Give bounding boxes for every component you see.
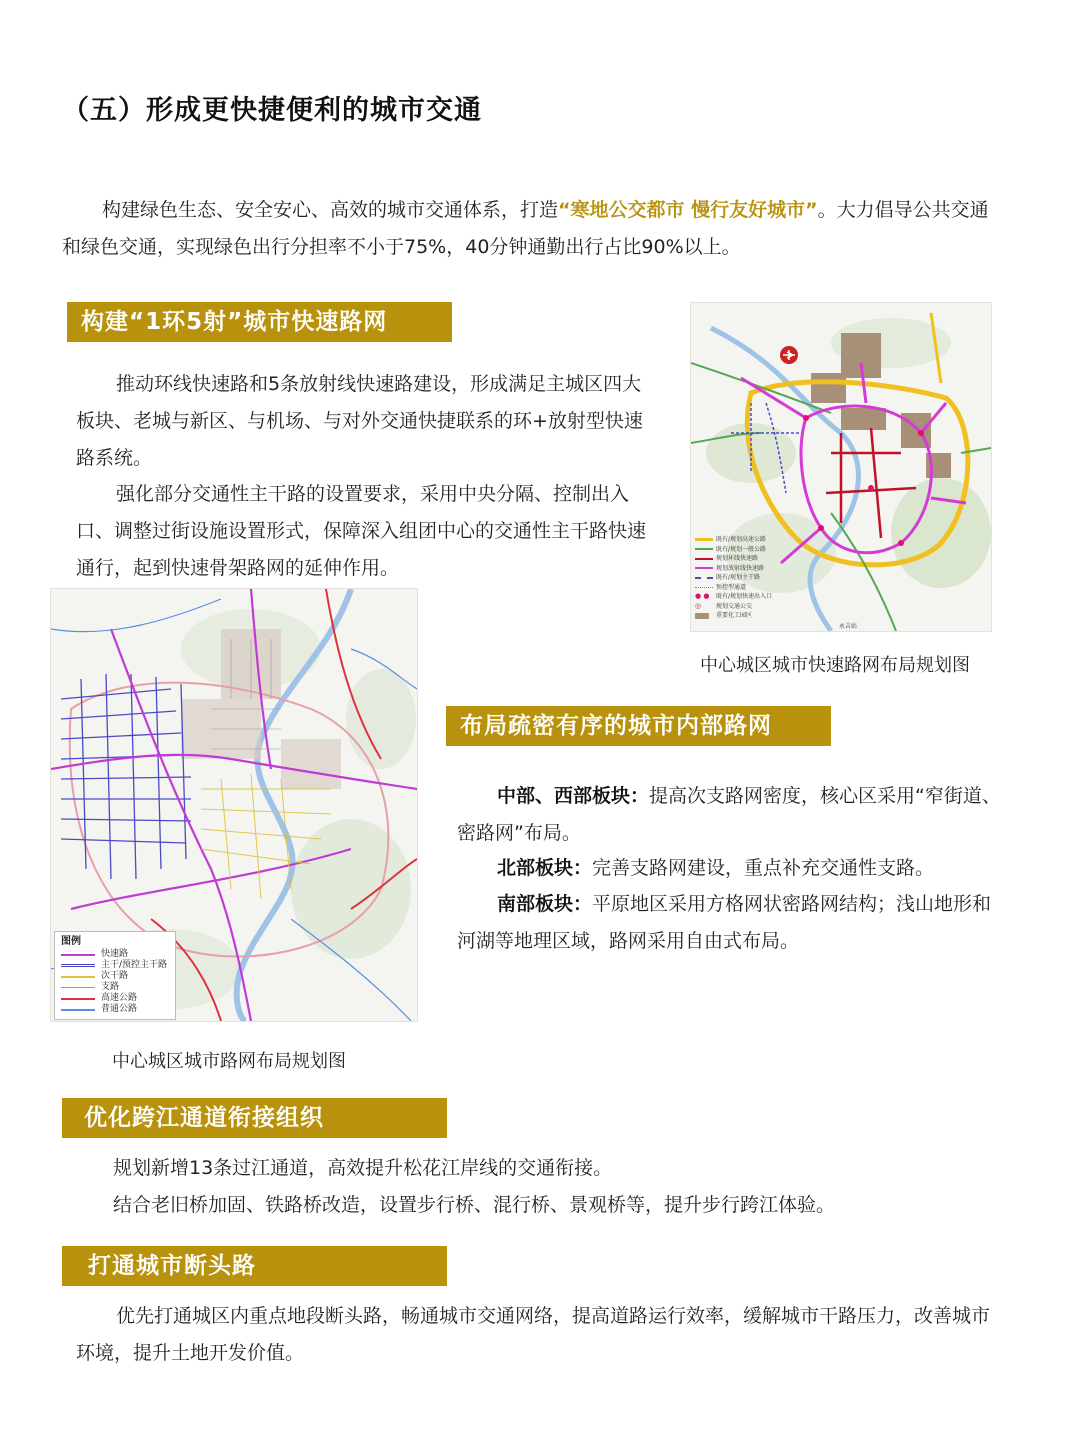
section3-paragraph-2: 结合老旧桥加固、铁路桥改造，设置步行桥、混行桥、景观桥等，提升步行跨江体验。 xyxy=(113,1194,836,1216)
central-west-label: 中部、西部板块： xyxy=(497,785,650,807)
intro-text-2: 。大力倡导公共交通和绿色交通，实现绿色出行分担率不小于75%，40分钟通勤出行占比90%以上。 xyxy=(62,199,989,258)
section2-item-central-west xyxy=(457,778,1002,852)
intro-highlight: “寒地公交都市 慢行友好城市” xyxy=(558,199,818,221)
intro-text-1: 构建绿色生态、安全安心、高效的城市交通体系，打造 xyxy=(102,199,559,221)
road-map-legend xyxy=(54,931,176,1020)
section2-item-south xyxy=(457,886,1002,960)
legend-title: 图例 xyxy=(61,936,81,947)
legend-item-highway: 既有/规划高速公路 xyxy=(695,535,815,545)
section-heading-dead-end-roads: 打通城市断头路 xyxy=(62,1246,447,1286)
road-network-map xyxy=(50,588,418,1022)
legend-item-radial-expressway: 规划放射线快速路 xyxy=(695,564,815,574)
legend-item-industrial-zone: 重要化工园区 xyxy=(695,611,815,621)
legend-item-ring-expressway: 规划环线快速路 xyxy=(695,554,815,564)
legend-item-expressway: 快速路 xyxy=(61,949,169,960)
legend-item-general-road: 既有/规划一般公路 xyxy=(695,545,815,555)
legend-item-general-road: 普通公路 xyxy=(61,1004,169,1015)
legend-item-arterial: 既有/规划主干路 xyxy=(695,573,815,583)
legend-item-secondary-road: 次干路 xyxy=(61,971,169,982)
legend-item-reserved-corridor: 预控型通道 xyxy=(695,583,815,593)
south-label: 南部板块： xyxy=(497,893,593,915)
station-label: 永吉站 xyxy=(839,623,858,630)
expressway-map-caption: 中心城区城市快速路网布局规划图 xyxy=(700,655,970,676)
airport-icon xyxy=(780,346,798,364)
section-heading-river-crossing: 优化跨江通道衔接组织 xyxy=(62,1098,447,1138)
north-text: 完善支路网建设，重点补充交通性支路。 xyxy=(592,857,935,879)
legend-item-interchange: ● ● 既有/规划快速出入口 xyxy=(695,592,773,600)
section2-item-north xyxy=(457,850,1002,887)
intro-paragraph xyxy=(62,192,998,266)
expressway-network-map xyxy=(690,302,992,632)
page-title: （五）形成更快捷便利的城市交通 xyxy=(62,95,482,126)
south-text: 平原地区采用方格网状密路网结构；浅山地形和河湖等地理区域，路网采用自由式布局。 xyxy=(457,893,992,952)
section-heading-expressway: 构建“1环5射”城市快速路网 xyxy=(67,302,452,342)
road-map-caption: 中心城区城市路网布局规划图 xyxy=(112,1051,346,1072)
north-label: 北部板块： xyxy=(497,857,593,879)
legend-item-transit: ◎ 规划交通公交 xyxy=(695,601,753,610)
central-west-text: 提高次支路网密度，核心区采用“窄街道、密路网”布局。 xyxy=(457,785,1001,844)
section3-paragraph-1: 规划新增13条过江通道，高效提升松花江岸线的交通衔接。 xyxy=(113,1157,613,1179)
section1-paragraph-1: 推动环线快速路和5条放射线快速路建设，形成满足主城区四大板块、老城与新区、与机场、与对外交通快捷联系的环+放射型快速路系统。 xyxy=(76,373,643,469)
section4-paragraph-1: 优先打通城区内重点地段断头路，畅通城市交通网络，提高道路运行效率，缓解城市干路压力，改善城市环境，提升土地开发价值。 xyxy=(76,1305,991,1364)
expressway-map-legend xyxy=(695,535,815,621)
section-heading-internal-network: 布局疏密有序的城市内部路网 xyxy=(446,706,831,746)
legend-item-branch-road: 支路 xyxy=(61,982,169,993)
section1-paragraph-2: 强化部分交通性主干路的设置要求，采用中央分隔、控制出入口、调整过街设施设置形式，保障深入组团中心的交通性主干路快速通行，起到快速骨架路网的延伸作用。 xyxy=(76,483,647,579)
legend-item-main-road: 主干/预控主干路 xyxy=(61,960,169,971)
legend-item-highway: 高速公路 xyxy=(61,993,169,1004)
